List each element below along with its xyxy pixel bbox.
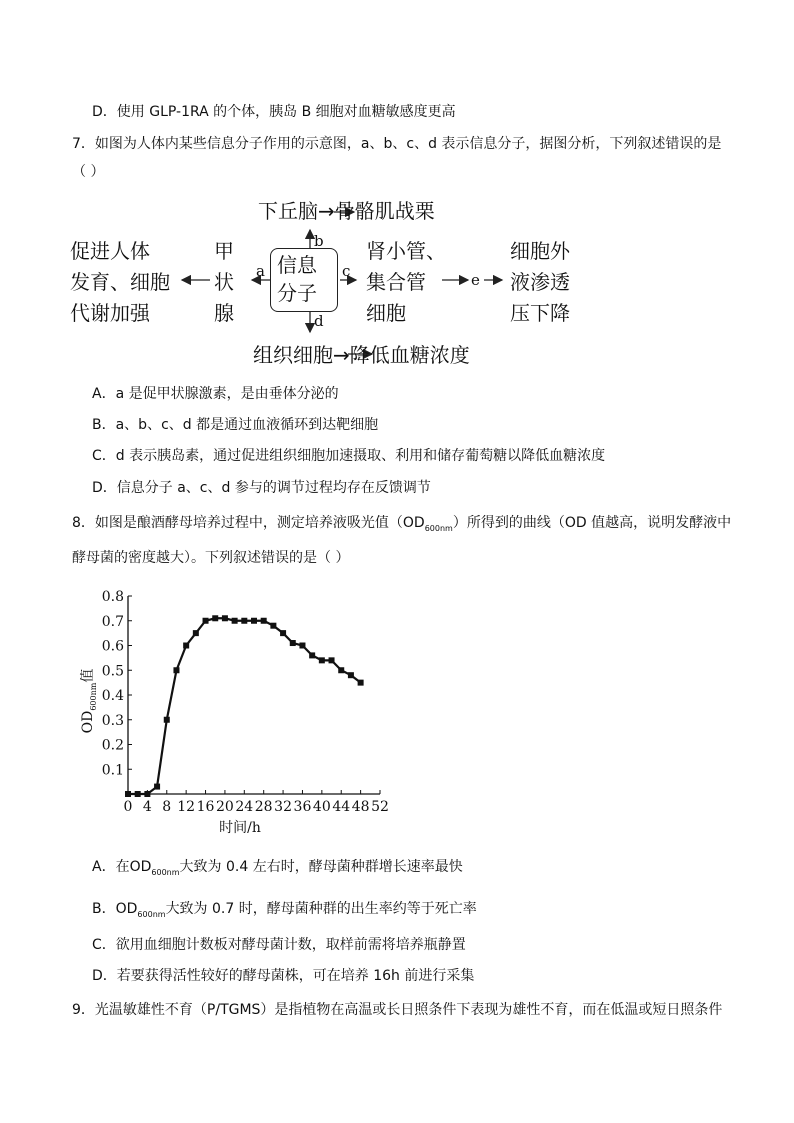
- data-point: [241, 618, 247, 624]
- y-tick-label: 0.3: [101, 712, 124, 729]
- x-tick-label: 24: [235, 799, 254, 815]
- x-tick-label: 8: [162, 799, 172, 815]
- x-tick-label: 16: [196, 799, 215, 815]
- left-effect-2: 发育、细胞: [70, 270, 170, 294]
- q8-stem-part1: 8．如图是酿酒酵母培养过程中，测定培养液吸光值（: [72, 515, 403, 531]
- data-point: [222, 615, 228, 621]
- q8-option-a-pre: A．在: [92, 859, 130, 875]
- x-tick-label: 0: [123, 799, 133, 815]
- q8-stem-line2: 酵母菌的密度越大）。下列叙述错误的是（ ）: [72, 550, 350, 566]
- x-tick-label: 4: [142, 799, 152, 815]
- q8-option-c: C．欲用血细胞计数板对酵母菌计数，取样前需将培养瓶静置: [92, 937, 466, 953]
- y-tick-label: 0.6: [101, 638, 124, 655]
- q9-stem: 9．光温敏雄性不育（P/TGMS）是指植物在高温或长日照条件下表现为雄性不育，而在低温或短日照条件: [72, 1002, 723, 1018]
- q8-option-b-pre: B．: [92, 901, 116, 917]
- data-point: [348, 672, 354, 678]
- y-tick-label: 0.7: [101, 613, 124, 630]
- y-axis-label-tail: 值: [80, 668, 96, 683]
- q7-stem: 7．如图为人体内某些信息分子作用的示意图，a、b、c、d 表示信息分子，据图分析，下列叙述错误的是: [72, 136, 722, 152]
- right-effect-1: 细胞外: [510, 239, 570, 263]
- q7-option-d: D．信息分子 a、c、d 参与的调节过程均存在反馈调节: [92, 480, 431, 496]
- x-axis-label: 时间/h: [219, 820, 261, 836]
- left-effect-1: 促进人体: [70, 239, 150, 263]
- x-tick-label: 36: [293, 799, 312, 815]
- q8-option-d: D．若要获得活性较好的酵母菌株，可在培养 16h 前进行采集: [92, 968, 475, 984]
- thyroid-3: 腺: [214, 301, 234, 325]
- x-tick-label: 32: [274, 799, 292, 815]
- q8-option-b: [92, 900, 477, 924]
- left-effect-3: 代谢加强: [70, 301, 150, 325]
- top-pathway: 下丘脑→骨骼肌战栗: [258, 199, 435, 223]
- thyroid-2: 状: [214, 270, 234, 294]
- y-axis-label: [79, 669, 98, 734]
- q8-od-sub: 600nm: [424, 524, 453, 533]
- right-effect-2: 液渗透: [510, 270, 570, 294]
- chart-axes: [128, 596, 380, 794]
- q8-option-b-sub: 600nm: [137, 910, 166, 919]
- q8-stem-line1: [72, 514, 731, 538]
- label-a: a: [256, 262, 265, 280]
- data-point: [193, 630, 199, 636]
- q7-option-b: B．a、b、c、d 都是通过血液循环到达靶细胞: [92, 417, 379, 433]
- q8-option-a: [92, 858, 463, 882]
- x-tick-label: 48: [351, 799, 370, 815]
- bottom-pathway: 组织细胞→降低血糖浓度: [253, 343, 470, 367]
- right-effect-3: 压下降: [510, 301, 570, 325]
- label-b: b: [314, 232, 324, 250]
- od-series-line: [128, 618, 361, 794]
- y-tick-label: 0.2: [101, 737, 124, 754]
- kidney-1: 肾小管、: [366, 239, 446, 263]
- data-point: [232, 618, 238, 624]
- label-c: c: [342, 262, 351, 280]
- y-axis-label-main: OD: [80, 710, 96, 734]
- q8-option-a-od: OD: [129, 859, 152, 875]
- data-point: [212, 615, 218, 621]
- data-point: [183, 643, 189, 649]
- od-series-points: [125, 615, 364, 797]
- q8-option-a-post: 大致为 0.4 左右时，酵母菌种群增长速率最快: [179, 859, 463, 875]
- thyroid-1: 甲: [214, 239, 234, 263]
- x-tick-label: 44: [332, 799, 351, 815]
- kidney-3: 细胞: [366, 301, 406, 325]
- q6-option-d: D．使用 GLP-1RA 的个体，胰岛 B 细胞对血糖敏感度更高: [92, 104, 456, 120]
- x-tick-label: 52: [371, 799, 389, 815]
- q7-option-c: C．d 表示胰岛素，通过促进组织细胞加速摄取、利用和储存葡萄糖以降低血糖浓度: [92, 448, 606, 464]
- y-axis-label-sub: 600nm: [89, 682, 98, 711]
- data-point: [309, 652, 315, 658]
- q7-diagram: [70, 192, 610, 372]
- info-molecule-line1: 信息: [277, 253, 317, 277]
- data-point: [251, 618, 257, 624]
- label-e: e: [471, 271, 480, 289]
- od-growth-chart: [70, 580, 390, 840]
- data-point: [173, 667, 179, 673]
- x-tick-label: 40: [312, 799, 331, 815]
- data-point: [144, 791, 150, 797]
- info-molecule-line2: 分子: [277, 281, 317, 305]
- data-point: [299, 643, 305, 649]
- q7-option-a: A．a 是促甲状腺激素，是由垂体分泌的: [92, 386, 339, 402]
- q8-od: OD: [402, 515, 425, 531]
- data-point: [154, 784, 160, 790]
- y-tick-label: 0.5: [101, 663, 124, 680]
- y-tick-label: 0.4: [101, 688, 124, 704]
- data-point: [319, 657, 325, 663]
- data-point: [125, 791, 131, 797]
- data-point: [290, 640, 296, 646]
- data-point: [164, 717, 170, 723]
- data-point: [135, 791, 141, 797]
- q8-option-b-post: 大致为 0.7 时，酵母菌种群的出生率约等于死亡率: [165, 901, 477, 917]
- x-tick-label: 28: [254, 799, 273, 815]
- q8-stem-part2: ）所得到的曲线（OD 值越高，说明发酵液中: [452, 515, 732, 531]
- data-point: [358, 680, 364, 686]
- data-point: [261, 618, 267, 624]
- kidney-2: 集合管: [366, 270, 426, 294]
- data-point: [338, 667, 344, 673]
- data-point: [280, 630, 286, 636]
- x-tick-label: 20: [216, 799, 234, 815]
- q7-answer-paren: （ ）: [72, 164, 105, 180]
- data-point: [270, 623, 276, 629]
- y-tick-label: 0.8: [101, 589, 124, 605]
- data-point: [329, 657, 335, 663]
- y-tick-label: 0.1: [101, 762, 124, 779]
- x-tick-label: 12: [177, 799, 196, 815]
- q8-option-b-od: OD: [115, 901, 138, 917]
- label-d: d: [314, 312, 324, 330]
- q8-option-a-sub: 600nm: [151, 868, 180, 877]
- data-point: [203, 618, 209, 624]
